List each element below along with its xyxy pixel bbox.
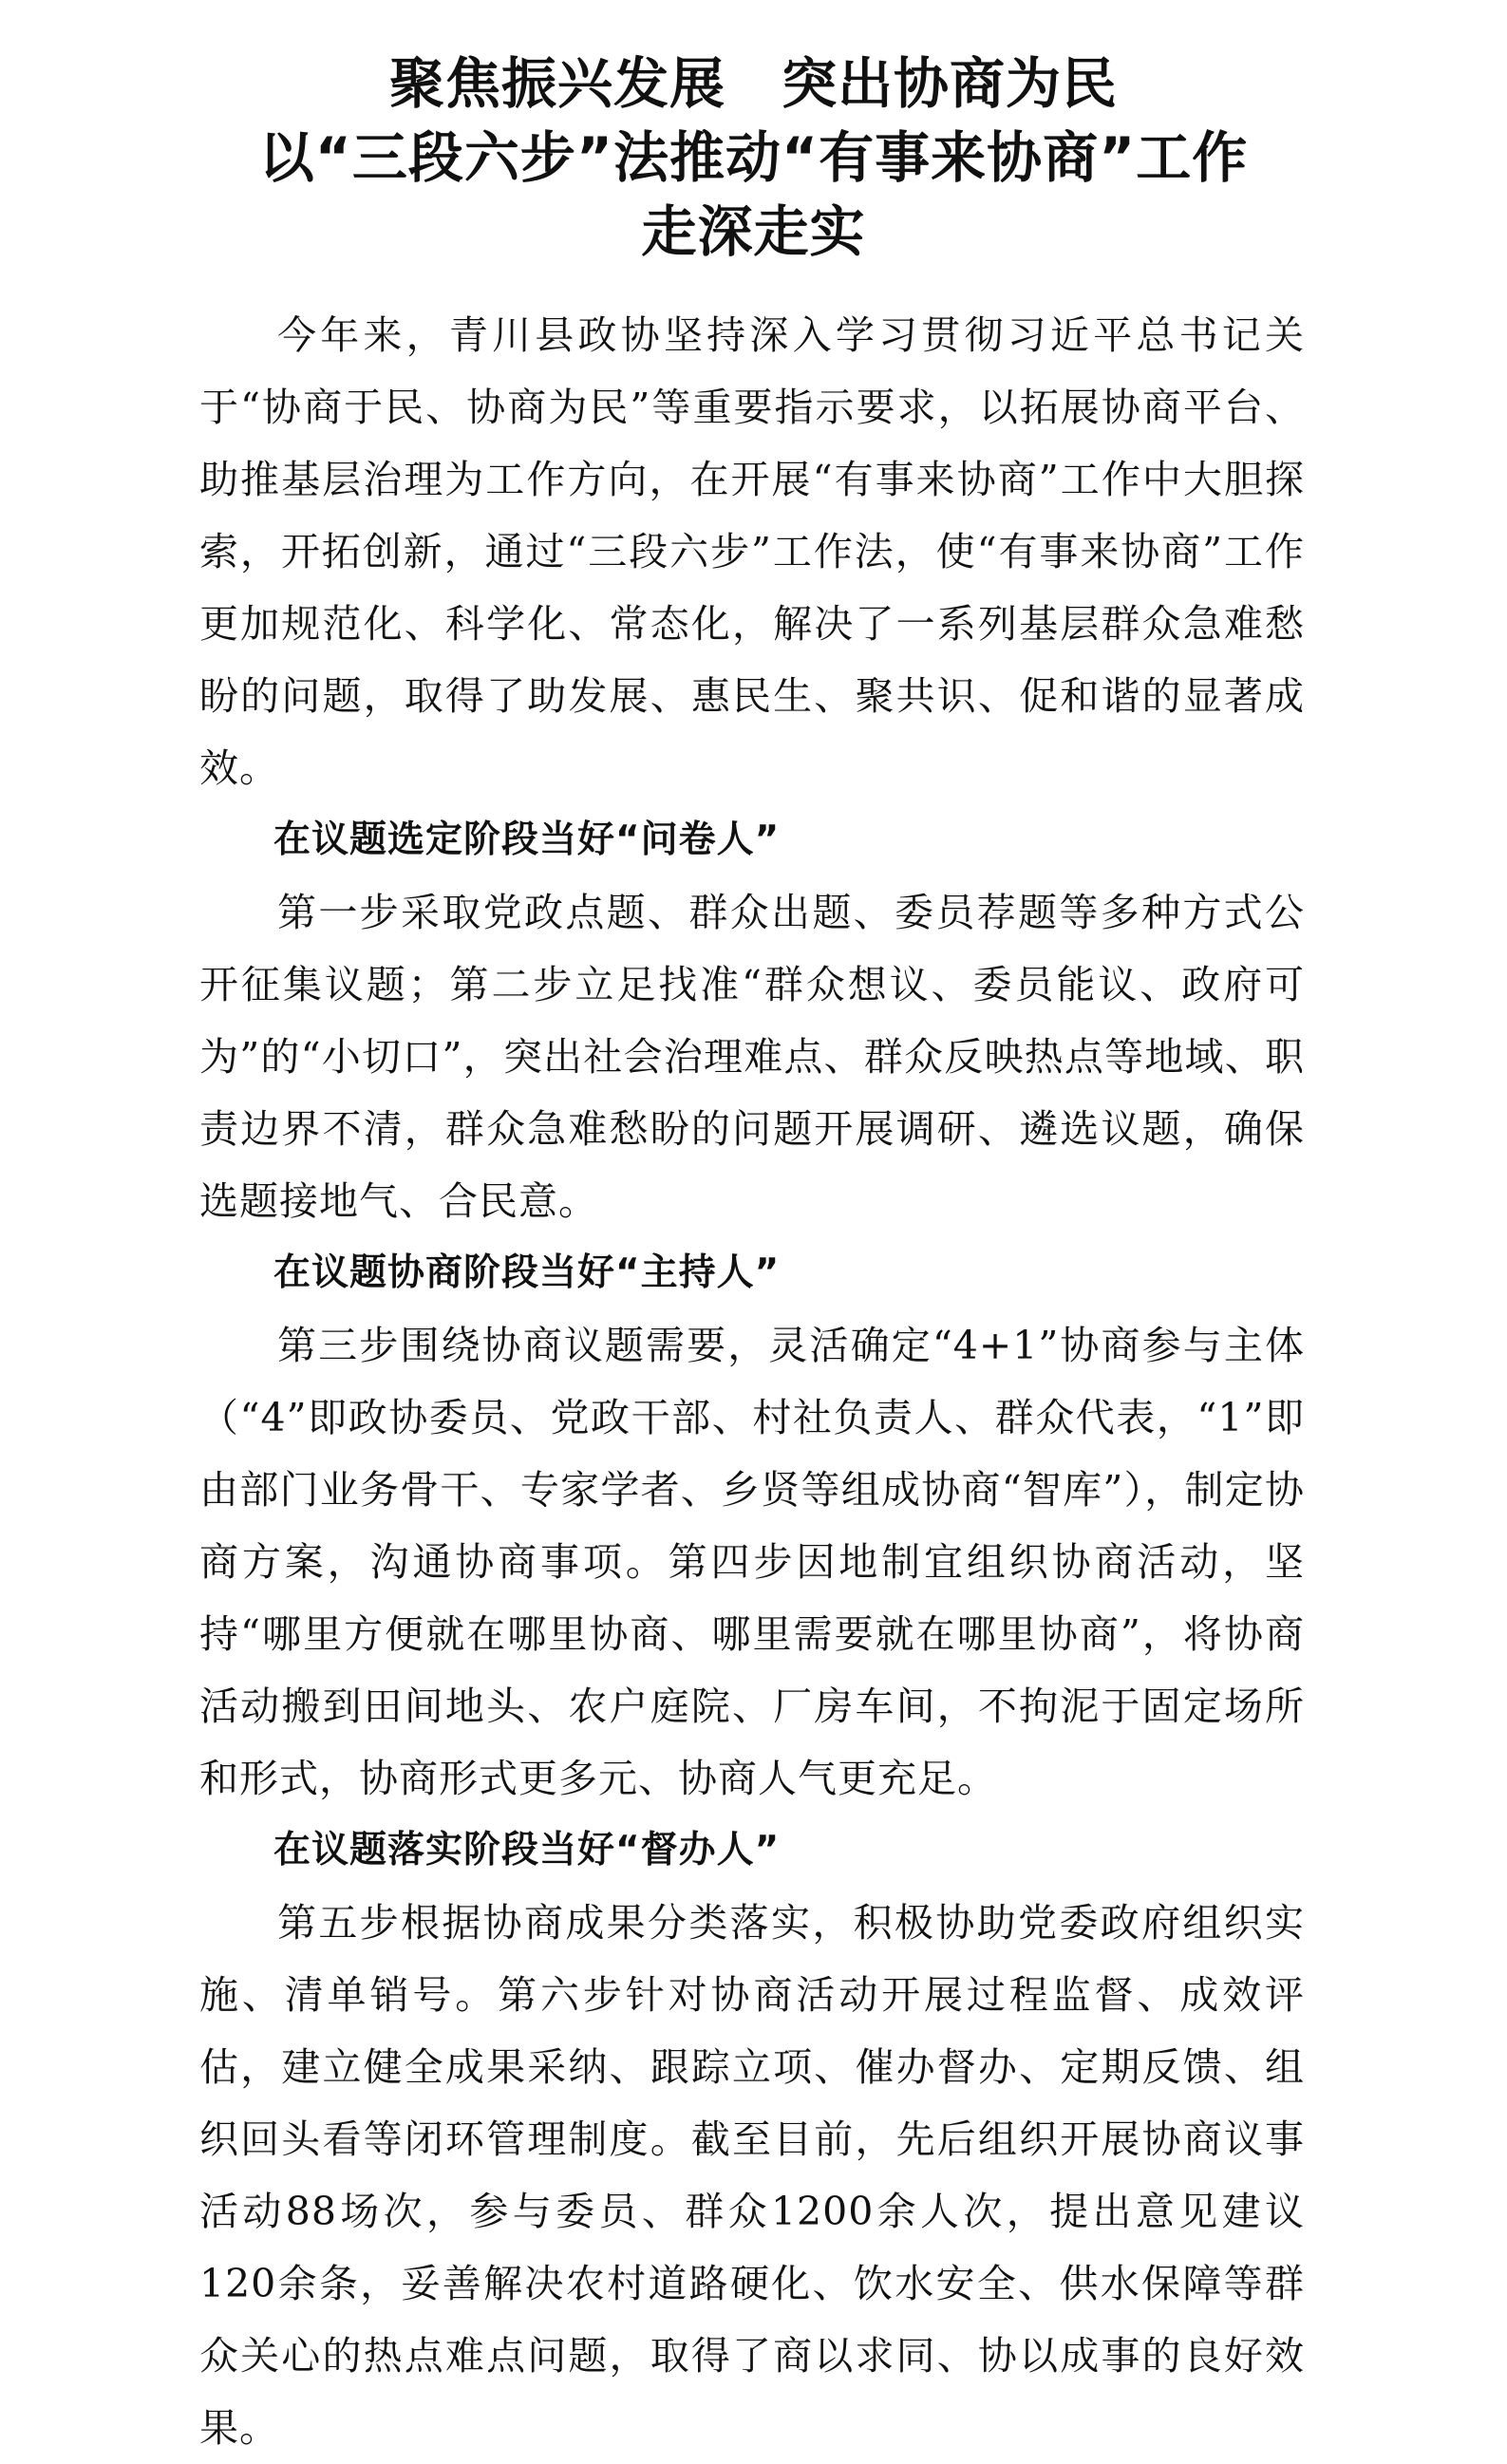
title-line-2: 以“三段六步”法推动“有事来协商”工作 (258, 124, 1249, 190)
section-heading-implementation: 在议题落实阶段当好“督办人” (273, 1829, 781, 1872)
section-paragraph-consultation: 第三步围绕协商议题需要，灵活确定“4+1”协商参与主体（“4”即政协委员、党政干部、村社负责人、群众代表，“1”即由部门业务骨干、专家学者、乡贤等组成协商“智库”），制定协商方案，沟通协商事项。第四步因地制宜组织协商活动，坚持“哪里方便就在哪里协商、哪里需要就在哪里协商”，将协商活动搬到田间地头、农户庭院、厂房车间，不拘泥于固定场所和形式，协商形式更多元、协商人气更充足。 (199, 1323, 1305, 1801)
article-body (199, 299, 1305, 2464)
title-line-1: 聚焦振兴发展 突出协商为民 (388, 50, 1118, 116)
section-paragraph-implementation: 第五步根据协商成果分类落实，积极协助党委政府组织实施、清单销号。第六步针对协商活动开展过程监督、成效评估，建立健全成果采纳、跟踪立项、催办督办、定期反馈、组织回头看等闭环管理制度。截至目前，先后组织开展协商议事活动88场次，参与委员、群众1200余人次，提出意见建议120余条，妥善解决农村道路硬化、饮水安全、供水保障等群众关心的热点难点问题，取得了商以求同、协以成事的良好效果。 (199, 1900, 1305, 2451)
section-heading-consultation: 在议题协商阶段当好“主持人” (273, 1251, 781, 1294)
section-heading-topic-selection: 在议题选定阶段当好“问卷人” (273, 818, 781, 861)
intro-paragraph: 今年来，青川县政协坚持深入学习贯彻习近平总书记关于“协商于民、协商为民”等重要指示要求，以拓展协商平台、助推基层治理为工作方向，在开展“有事来协商”工作中大胆探索，开拓创新，通过“三段六步”工作法，使“有事来协商”工作更加规范化、科学化、常态化，解决了一系列基层群众急难愁盼的问题，取得了助发展、惠民生、聚共识、促和谐的显著成效。 (199, 312, 1305, 791)
section-paragraph-topic-selection: 第一步采取党政点题、群众出题、委员荐题等多种方式公开征集议题；第二步立足找准“群众想议、委员能议、政府可为”的“小切口”，突出社会治理难点、群众反映热点等地域、职责边界不清，群众急难愁盼的问题开展调研、遴选议题，确保选题接地气、合民意。 (199, 890, 1305, 1224)
article-title (0, 47, 1507, 269)
title-line-3: 走深走实 (641, 198, 866, 264)
